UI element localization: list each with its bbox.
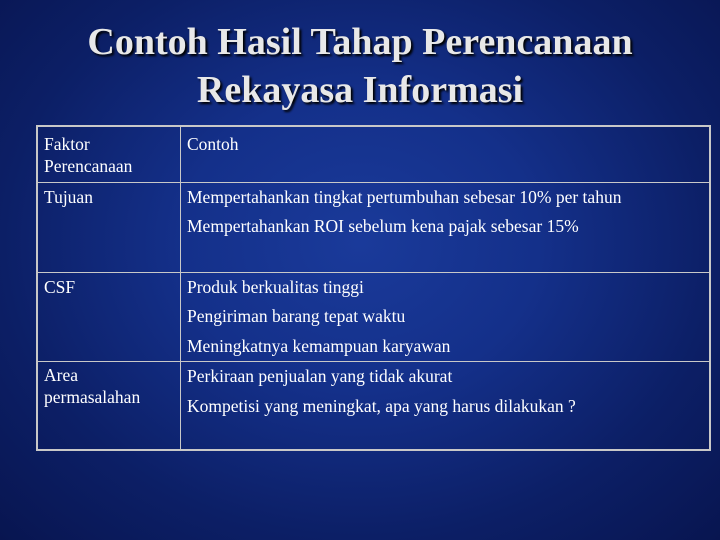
slide-title xyxy=(0,18,720,114)
factor-cell xyxy=(37,362,181,450)
table-row xyxy=(37,362,710,450)
factor-label-line-2: permasalahan xyxy=(44,387,141,407)
header-factor-line-1: Faktor xyxy=(44,134,90,154)
example-cell xyxy=(181,272,711,362)
factor-label-line-1: Area xyxy=(44,365,79,385)
example-cell xyxy=(181,182,711,272)
header-cell-factor xyxy=(37,126,181,182)
factor-cell xyxy=(37,272,181,362)
example-item: Mempertahankan tingkat pertumbuhan sebesar 10% per tahun xyxy=(187,186,622,207)
table-header-row xyxy=(37,126,710,182)
example-cell xyxy=(181,362,711,450)
header-factor-line-2: Perencanaan xyxy=(44,156,133,176)
example-item: Mempertahankan ROI sebelum kena pajak sebesar 15% xyxy=(187,216,579,236)
factor-cell xyxy=(37,182,181,272)
table-row xyxy=(37,182,710,272)
example-item: Pengiriman barang tepat waktu xyxy=(187,306,406,326)
table-row xyxy=(37,272,710,362)
factor-label: Tujuan xyxy=(44,186,93,207)
example-item: Produk berkualitas tinggi xyxy=(187,276,364,297)
slide-title-line-2: Rekayasa Informasi xyxy=(196,69,524,111)
factor-label: CSF xyxy=(44,276,76,297)
header-example-label: Contoh xyxy=(187,134,239,154)
header-cell-example xyxy=(181,126,711,182)
example-item: Perkiraan penjualan yang tidak akurat xyxy=(187,366,453,386)
slide-title-line-1: Contoh Hasil Tahap Perencanaan xyxy=(87,21,633,63)
example-item: Meningkatnya kemampuan karyawan xyxy=(187,335,451,356)
example-item: Kompetisi yang meningkat, apa yang harus dilakukan ? xyxy=(187,395,576,416)
planning-table xyxy=(36,125,711,451)
